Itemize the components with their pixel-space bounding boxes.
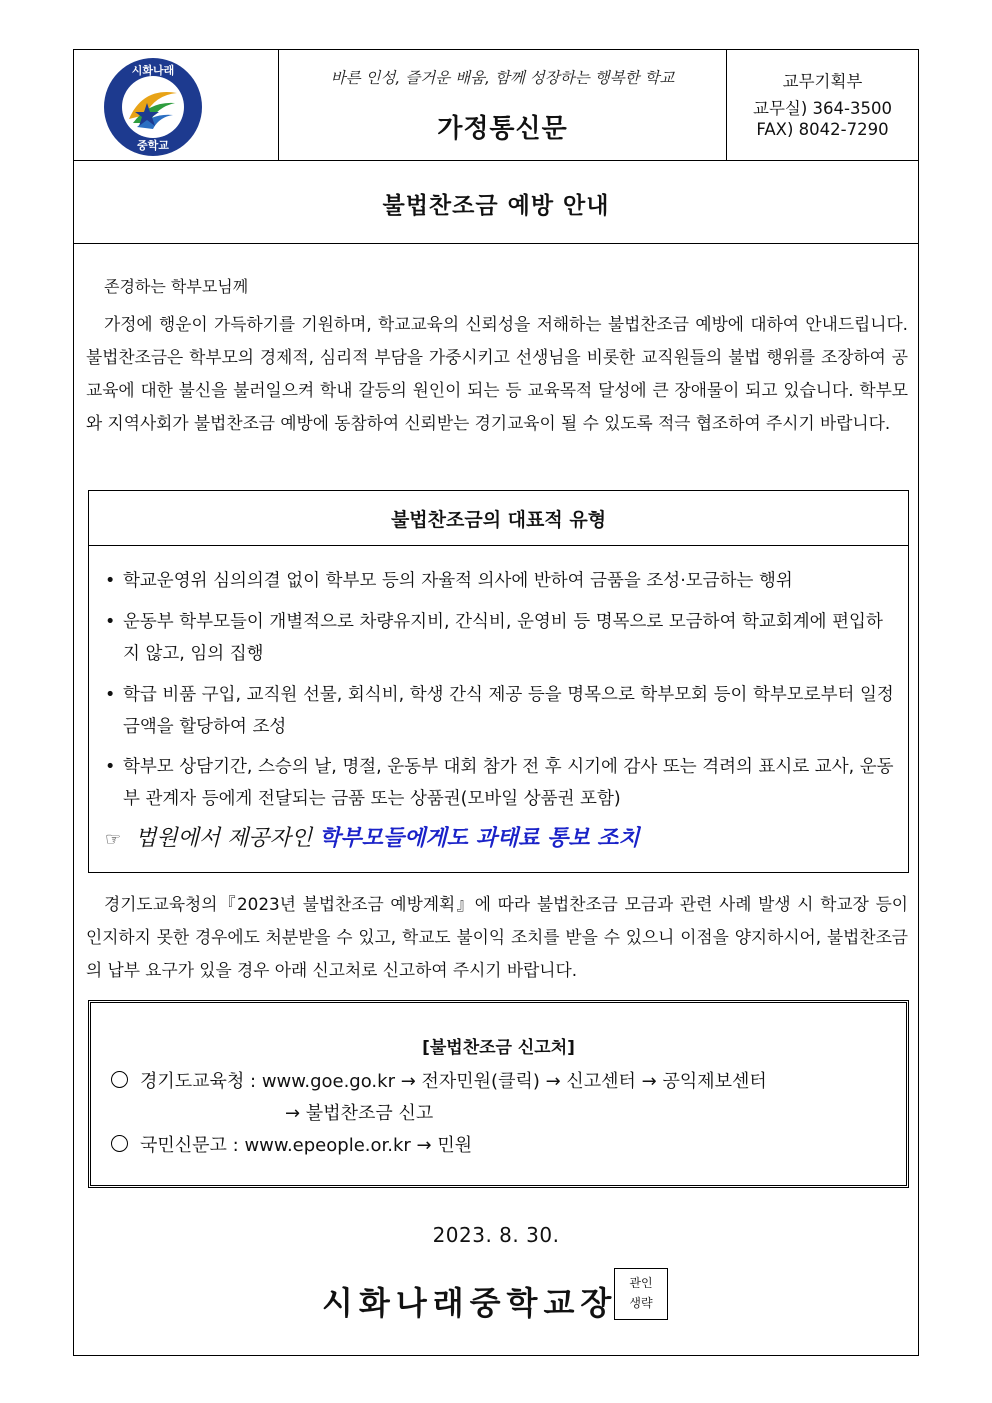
office-fax: FAX) 8042-7290	[756, 120, 889, 139]
circle-bullet-icon	[111, 1135, 128, 1152]
type-item-text: 학부모 상담기간, 스승의 날, 명절, 운동부 대회 참가 전 후 시기에 감사 또는 격려의 표시로 교사, 운동부 관계자 등에게 전달되는 금품 또는 상품권(모바일 상품권 포함)	[123, 757, 894, 809]
type-item-text: 운동부 학부모들이 개별적으로 차량유지비, 간식비, 운영비 등 명목으로 모금하여 학교회계에 편입하지 않고, 임의 집행	[123, 612, 883, 664]
pointing-hand-icon: ☞	[105, 829, 122, 850]
type-item	[105, 751, 897, 815]
types-title: 불법찬조금의 대표적 유형	[390, 509, 607, 531]
penalty-notice	[105, 821, 895, 852]
seal-line-2: 생략	[629, 1296, 653, 1310]
report-line-epeople	[111, 1131, 472, 1157]
logo-text-bottom: 중학교	[137, 139, 169, 152]
seal-line-1: 관인	[629, 1276, 653, 1290]
type-item-text: 학급 비품 구입, 교직원 선물, 회식비, 학생 간식 제공 등을 명목으로 학부모회 등이 학부모로부터 일정 금액을 할당하여 조성	[123, 685, 894, 737]
document-frame	[73, 49, 919, 1356]
school-logo	[103, 57, 203, 157]
bullet-icon: •	[105, 571, 116, 591]
report-line-epeople-text: 국민신문고 : www.epeople.or.kr → 민원	[140, 1135, 473, 1156]
bullet-icon: •	[105, 757, 116, 777]
department-cell	[727, 50, 918, 160]
subject-row	[74, 161, 918, 244]
types-box	[88, 490, 909, 873]
bullet-icon: •	[105, 612, 116, 632]
circle-bullet-icon	[111, 1071, 128, 1088]
notice-emphasis: 학부모들에게도 과태료 통보 조치	[319, 826, 640, 851]
official-seal-box	[614, 1268, 668, 1320]
letter-header	[74, 50, 918, 161]
office-phone: 교무실) 364-3500	[753, 99, 892, 118]
type-item	[105, 565, 897, 597]
type-item	[105, 606, 897, 670]
report-line-goe-text: 경기도교육청 : www.goe.go.kr → 전자민원(클릭) → 신고센터 → 공익제보센터	[140, 1071, 767, 1092]
report-line-goe	[111, 1067, 767, 1093]
types-header	[89, 491, 908, 546]
report-box	[88, 1000, 909, 1188]
intro-paragraph: 가정에 행운이 가득하기를 기원하며, 학교교육의 신뢰성을 저해하는 불법찬조금 예방에 대하여 안내드립니다. 불법찬조금은 학부모의 경제적, 심리적 부담을 가중시키고 선생님을 비롯한 교직원들의 불법 행위를 조장하여 공교육에 대한 불신을 불러일으켜 학내 갈등의 원인이 되는 등 교육목적 달성에 큰 장애물이 되고 있습니다. 학부모와 지역사회가 불법찬조금 예방에 동참하여 신뢰받는 경기교육이 될 수 있도록 적극 협조하여 주시기 바랍니다.	[86, 314, 908, 433]
letter-subject: 불법찬조금 예방 안내	[382, 193, 610, 219]
notice-prefix: 법원에서 제공자인	[135, 826, 320, 851]
newsletter-title: 가정통신문	[437, 114, 568, 144]
letter-date: 2023. 8. 30.	[432, 1223, 560, 1247]
report-title: [불법찬조금 신고처]	[422, 1038, 575, 1058]
bullet-icon: •	[105, 685, 116, 705]
report-line-goe-cont: → 불법찬조금 신고	[285, 1103, 434, 1124]
motto-cell	[279, 50, 727, 160]
greeting: 존경하는 학부모님께	[104, 277, 249, 296]
type-item-text: 학교운영위 심의의결 없이 학부모 등의 자율적 의사에 반하여 금품을 조성·모금하는 행위	[123, 571, 793, 591]
logo-text-top: 시화나래	[131, 64, 175, 77]
logo-cell	[74, 50, 279, 160]
warning-paragraph: 경기도교육청의『2023년 불법찬조금 예방계획』에 따라 불법찬조금 모금과 관련 사례 발생 시 학교장 등이 인지하지 못한 경우에도 처분받을 수 있고, 학교도 불이익 조치를 받을 수 있으니 이점을 양지하시어, 불법찬조금의 납부 요구가 있을 경우 아래 신고처로 신고하여 주시기 바랍니다.	[86, 894, 908, 980]
school-motto: 바른 인성, 즐거운 배움, 함께 성장하는 행복한 학교	[330, 69, 675, 87]
department-name: 교무기획부	[782, 72, 863, 91]
type-item	[105, 679, 897, 743]
principal-signature: 시화나래중학교장	[322, 1284, 618, 1322]
